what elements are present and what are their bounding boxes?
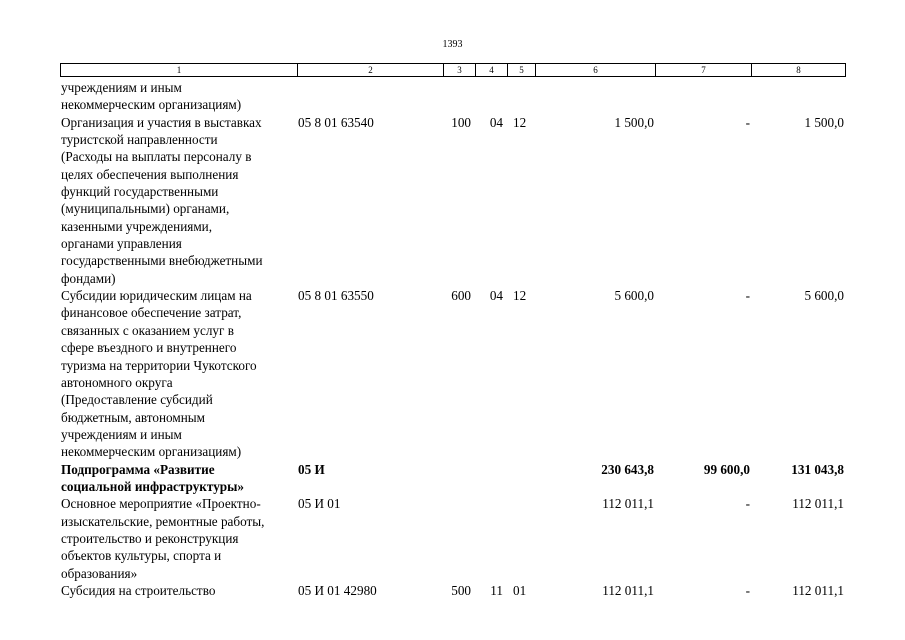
cell-col4 (475, 79, 507, 114)
cell-description (60, 287, 297, 460)
cell-col3 (443, 461, 475, 496)
cell-col3: 100 (451, 114, 471, 130)
table-row (60, 287, 845, 460)
description-line: социальной инфраструктуры» (61, 478, 245, 494)
cell-description (60, 495, 297, 582)
description-line: связанных с оказанием услуг в (61, 322, 234, 338)
cell-col7: - (745, 496, 750, 512)
cell-col4: 04 (489, 288, 503, 304)
cell-description (60, 79, 297, 114)
cell-description (60, 582, 297, 599)
cell-col5 (507, 461, 535, 496)
cell-total: 112 011,1 (602, 496, 654, 512)
cell-col7: - (745, 114, 750, 130)
description-line: функций государственными (61, 184, 219, 200)
description-line: Субсидия на строительство (61, 582, 216, 598)
cell-col3 (443, 79, 475, 114)
cell-code: 05 И 01 42980 (298, 582, 377, 598)
header-cell-7: 7 (656, 64, 752, 77)
header-cell-1: 1 (61, 64, 298, 77)
table-row (60, 582, 845, 599)
description-line: изыскательские, ремонтные работы, (61, 513, 265, 529)
description-line: образования» (61, 565, 138, 581)
cell-description (60, 461, 297, 496)
cell-col8: 112 011,1 (792, 496, 844, 512)
cell-col5: 01 (513, 582, 527, 598)
cell-col8: 1 500,0 (804, 114, 844, 130)
description-line: органами управления (61, 236, 182, 252)
description-line: туризма на территории Чукотского (61, 357, 257, 373)
description-line: туристской направленности (61, 132, 218, 148)
cell-col3: 500 (451, 582, 471, 598)
description-line: (Предоставление субсидий (61, 392, 213, 408)
table-row (60, 461, 845, 496)
cell-col3: 600 (451, 288, 471, 304)
description-line: учреждениям и иным (61, 426, 182, 442)
cell-col7 (655, 79, 751, 114)
table-row (60, 79, 845, 114)
cell-col7: - (745, 582, 750, 598)
description-line: сфере въездного и внутреннего (61, 340, 237, 356)
cell-total (535, 79, 655, 114)
cell-col8 (751, 79, 845, 114)
description-line: учреждениям и иным (61, 80, 182, 95)
description-line: некоммерческим организациям) (61, 444, 242, 460)
description-line: целях обеспечения выполнения (61, 166, 239, 182)
description-line: Организация и участия в выставках (61, 114, 262, 130)
cell-col4: 11 (490, 582, 503, 598)
header-cell-6: 6 (536, 64, 656, 77)
header-cell-2: 2 (298, 64, 444, 77)
page-number: 1393 (442, 39, 463, 50)
cell-col5 (507, 79, 535, 114)
cell-col5: 12 (513, 114, 527, 130)
table-body (60, 79, 845, 599)
cell-code: 05 И 01 (298, 496, 341, 512)
cell-code: 05 8 01 63550 (298, 288, 374, 304)
cell-total: 5 600,0 (614, 288, 654, 304)
cell-description (60, 114, 297, 287)
cell-total: 1 500,0 (614, 114, 654, 130)
description-line: Основное мероприятие «Проектно- (61, 496, 261, 512)
cell-col3 (443, 495, 475, 582)
cell-total: 230 643,8 (601, 461, 654, 477)
cell-col5 (507, 495, 535, 582)
description-line: строительство и реконструкция (61, 530, 239, 546)
description-line: Подпрограмма «Развитие (61, 461, 215, 477)
cell-col8: 112 011,1 (792, 582, 844, 598)
cell-total: 112 011,1 (602, 582, 654, 598)
cell-code: 05 8 01 63540 (298, 114, 374, 130)
cell-code (297, 79, 443, 114)
cell-code: 05 И (298, 461, 325, 477)
cell-col7: 99 600,0 (703, 461, 750, 477)
description-line: государственными внебюджетными (61, 253, 263, 269)
description-line: (муниципальными) органами, (61, 201, 230, 217)
cell-col4 (475, 495, 507, 582)
cell-col8: 5 600,0 (804, 288, 844, 304)
description-line: Субсидии юридическим лицам на (61, 288, 252, 304)
cell-col4 (475, 461, 507, 496)
description-line: бюджетным, автономным (61, 409, 205, 425)
description-line: фондами) (61, 270, 116, 286)
table-row (60, 495, 845, 582)
cell-col5: 12 (513, 288, 527, 304)
budget-table (60, 79, 845, 599)
column-number-header (60, 63, 846, 77)
description-line: автономного округа (61, 374, 173, 390)
header-cell-3: 3 (444, 64, 476, 77)
description-line: финансовое обеспечение затрат, (61, 305, 242, 321)
table-row (60, 114, 845, 287)
description-line: объектов культуры, спорта и (61, 548, 222, 564)
description-line: (Расходы на выплаты персоналу в (61, 149, 252, 165)
cell-col7: - (745, 288, 750, 304)
description-line: казенными учреждениями, (61, 218, 213, 234)
header-cell-5: 5 (508, 64, 536, 77)
cell-col8: 131 043,8 (791, 461, 844, 477)
cell-col4: 04 (489, 114, 503, 130)
header-cell-4: 4 (476, 64, 508, 77)
description-line: некоммерческим организациям) (61, 97, 242, 113)
header-cell-8: 8 (752, 64, 846, 77)
